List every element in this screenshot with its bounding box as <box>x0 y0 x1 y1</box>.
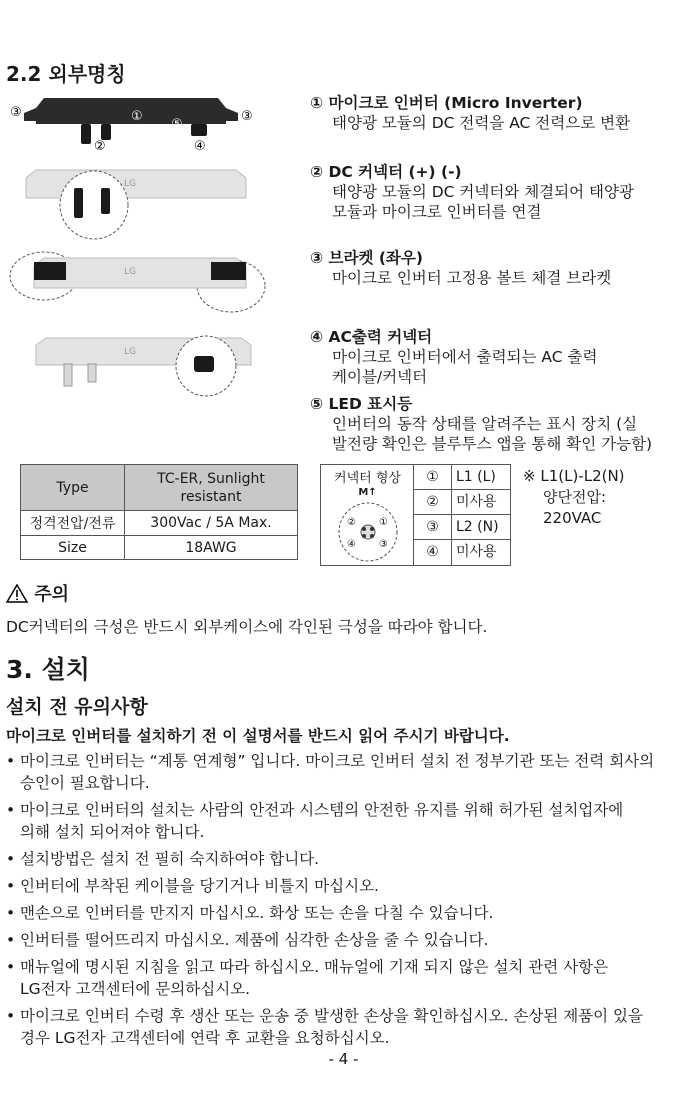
label-4: ④ <box>194 139 206 154</box>
list-item: • 설치방법은 설치 전 필히 숙지하여야 합니다. <box>6 848 684 870</box>
connector-shape <box>321 465 414 565</box>
label-2: ② <box>94 139 106 154</box>
section-title: 2.2 외부명칭 <box>6 62 126 86</box>
pin-row: ③ L2 (N) <box>414 515 510 540</box>
warning-icon <box>6 584 28 603</box>
inverter-illustration-dark <box>6 88 286 158</box>
table-cell: Size <box>21 536 125 560</box>
item-desc: 마이크로 인버터 고정용 볼트 체결 브라켓 <box>332 269 612 287</box>
caution-text: DC커넥터의 극성은 반드시 외부케이스에 각인된 극성을 따라야 합니다. <box>6 618 488 636</box>
lg-logo-3: LG <box>124 347 136 357</box>
lg-logo: LG <box>124 179 136 189</box>
spec-table <box>20 464 298 560</box>
item-desc: 마이크로 인버터에서 출력되는 AC 출력 <box>332 348 598 366</box>
item-title: ① 마이크로 인버터 (Micro Inverter) <box>310 94 583 112</box>
caution-title: 주의 <box>34 584 70 605</box>
item-led <box>310 394 685 454</box>
item-desc: 모듈과 마이크로 인버터를 연결 <box>332 203 542 221</box>
label-3-left: ③ <box>10 105 22 120</box>
pin-row: ④ 미사용 <box>414 540 510 565</box>
item-title: ② DC 커넥터 (+) (-) <box>310 163 462 181</box>
item-title: ⑤ LED 표시등 <box>310 395 413 413</box>
item-micro-inverter <box>310 93 685 133</box>
item-desc: 케이블/커넥터 <box>332 368 428 386</box>
voltage-note: ※ L1(L)-L2(N) 양단전압: 220VAC <box>523 467 625 527</box>
pin-row: ① L1 (L) <box>414 465 510 490</box>
install-subheading: 설치 전 유의사항 <box>6 696 148 718</box>
table-cell: Type <box>21 465 125 511</box>
label-3-right: ③ <box>241 109 253 124</box>
svg-text:③: ③ <box>379 539 388 550</box>
caution-heading <box>6 580 69 606</box>
pin-row: ② 미사용 <box>414 490 510 515</box>
table-row <box>21 511 298 536</box>
item-desc: 인버터의 동작 상태를 알려주는 표시 장치 (실 <box>332 415 638 433</box>
list-item: • 인버터에 부착된 케이블을 당기거나 비틀지 마십시오. <box>6 875 684 897</box>
connector-pinout <box>320 464 511 566</box>
label-5: ⑤ <box>171 117 183 132</box>
label-1: ① <box>131 109 143 124</box>
svg-text:④: ④ <box>347 539 356 550</box>
list-item: • 인버터를 떨어뜨리지 마십시오. 제품에 심각한 손상을 줄 수 있습니다. <box>6 929 684 951</box>
install-bold-line: 마이크로 인버터를 설치하기 전 이 설명서를 반드시 읽어 주시기 바랍니다. <box>6 727 510 745</box>
table-cell: TC-ER, Sunlight resistant <box>125 465 298 511</box>
table-row <box>21 536 298 560</box>
list-item: • 매뉴얼에 명시된 지침을 읽고 따라 하십시오. 매뉴얼에 기재 되지 않은 설치 관련 사항은 LG전자 고객센터에 문의하십시오. <box>6 956 684 1000</box>
lg-logo-2: LG <box>124 267 136 277</box>
install-heading: 3. 설치 <box>6 655 90 684</box>
svg-text:②: ② <box>347 517 356 528</box>
item-desc: 발전량 확인은 블루투스 앱을 통해 확인 가능함) <box>332 435 653 453</box>
item-title: ④ AC출력 커넥터 <box>310 328 433 346</box>
list-item: • 마이크로 인버터는 “계통 연계형” 입니다. 마이크로 인버터 설치 전 정부기관 또는 전력 회사의 승인이 필요합니다. <box>6 750 684 794</box>
list-item: • 마이크로 인버터의 설치는 사람의 안전과 시스템의 안전한 유지를 위해 허가된 설치업자에 의해 설치 되어져야 합니다. <box>6 799 684 843</box>
item-bracket <box>310 248 685 288</box>
item-dc-connector <box>310 162 685 222</box>
list-item: • 마이크로 인버터 수령 후 생산 또는 운송 중 발생한 손상을 확인하십시오. 손상된 제품이 있을 경우 LG전자 고객센터에 연락 후 교환을 요청하십시오. <box>6 1005 684 1049</box>
table-cell: 정격전압/전류 <box>21 511 125 536</box>
table-cell: 300Vac / 5A Max. <box>125 511 298 536</box>
inverter-illustration-ac <box>6 330 286 410</box>
table-row <box>21 465 298 511</box>
item-title: ③ 브라켓 (좌우) <box>310 249 423 267</box>
inverter-illustration-dc <box>6 160 286 250</box>
item-desc: 태양광 모듈의 DC 전력을 AC 전력으로 변환 <box>332 114 631 132</box>
install-bullets <box>6 750 684 1054</box>
item-ac-connector <box>310 327 685 387</box>
connector-title: 커넥터 형상 <box>334 471 401 486</box>
svg-text:①: ① <box>379 517 388 528</box>
item-desc: 태양광 모듈의 DC 커넥터와 체결되어 태양광 <box>332 183 634 201</box>
inverter-illustration-bracket <box>6 248 286 323</box>
list-item: • 맨손으로 인버터를 만지지 마십시오. 화상 또는 손을 다칠 수 있습니다. <box>6 902 684 924</box>
connector-marker: M↑ <box>358 487 377 498</box>
table-cell: 18AWG <box>125 536 298 560</box>
page-number: - 4 - <box>328 1050 359 1068</box>
connector-face-icon <box>337 501 399 563</box>
